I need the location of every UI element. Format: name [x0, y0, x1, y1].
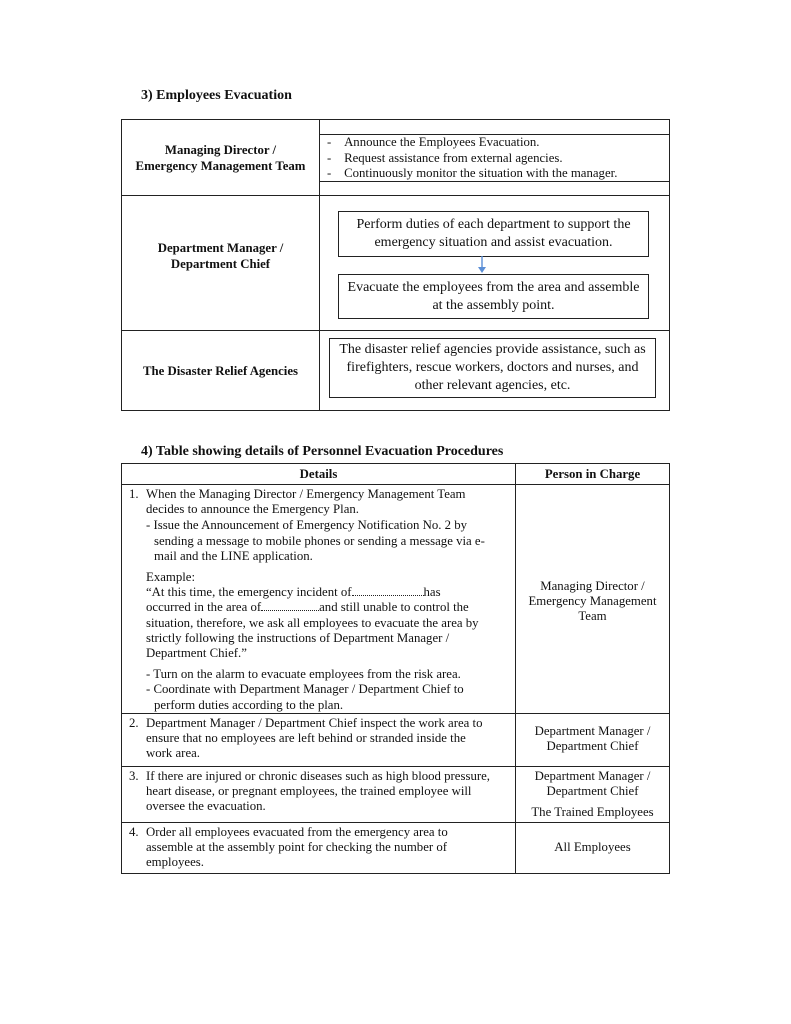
- role-managing-director: Managing Director / Emergency Management Team: [135, 143, 306, 173]
- section-3-heading: 3) Employees Evacuation: [141, 88, 292, 103]
- row-2-person-in-charge: Department Manager / Department Chief: [534, 724, 651, 754]
- row-2-details: Department Manager / Department Chief inspect the work area to ensure that no employees are left behind or stranded inside the work area.: [146, 716, 483, 761]
- list-item: - Continuously monitor the situation with the manager.: [327, 166, 618, 180]
- row-3-details: If there are injured or chronic diseases such as high blood pressure, heart disease, or pregnant employees, the trained employee will oversee the evacuation.: [146, 769, 490, 814]
- row-3-person-in-charge: Department Manager / Department Chief The Trained Employees: [531, 769, 654, 820]
- flow-box-evacuate: Evacuate the employees from the area and assemble at the assembly point.: [338, 274, 649, 319]
- role-department-manager: Department Manager / Department Chief: [157, 241, 284, 271]
- column-header-details: Details: [299, 467, 338, 481]
- section-4-heading: 4) Table showing details of Personnel Evacuation Procedures: [141, 444, 504, 459]
- arrow-down-icon: [476, 256, 488, 274]
- list-item: - Request assistance from external agencies.: [327, 150, 563, 165]
- disaster-relief-box: The disaster relief agencies provide assistance, such as firefighters, rescue workers, doctors and nurses, and other relevant agencies, etc.: [329, 338, 656, 398]
- row-1-details: When the Managing Director / Emergency Management Team decides to announce the Emergency Plan. - Issue the Announcement of Emergency Notification No. 2 by sending a message to mobile phones or sending a message via e- mail and the LINE application. Example: “At this time, the emergency incident of has occurred in the area of and still unable to control the situation, therefore, we ask all employees to evacuate the area by strictly following the instructions of Department Manager / Department Chief.” - Turn on the alarm to evacuate employees from the risk area. - Coordinate with Department Manager / Department Chief to perform duties according to the plan.: [146, 487, 485, 712]
- row-4-person-in-charge: All Employees: [554, 840, 631, 854]
- evacuation-bullet-list: [327, 135, 617, 182]
- role-disaster-relief: The Disaster Relief Agencies: [142, 364, 299, 378]
- flow-box-perform-duties: Perform duties of each department to support the emergency situation and assist evacuation.: [338, 211, 649, 257]
- row-1-number: 1.: [129, 487, 139, 501]
- row-4-number: 4.: [129, 825, 139, 839]
- column-header-person: Person in Charge: [544, 467, 641, 481]
- row-2-number: 2.: [129, 716, 139, 730]
- row-4-details: Order all employees evacuated from the emergency area to assemble at the assembly point for checking the number of employees.: [146, 825, 448, 870]
- list-item: - Announce the Employees Evacuation.: [327, 135, 540, 149]
- row-3-number: 3.: [129, 769, 139, 783]
- row-1-person-in-charge: Managing Director / Emergency Management Team: [528, 579, 657, 624]
